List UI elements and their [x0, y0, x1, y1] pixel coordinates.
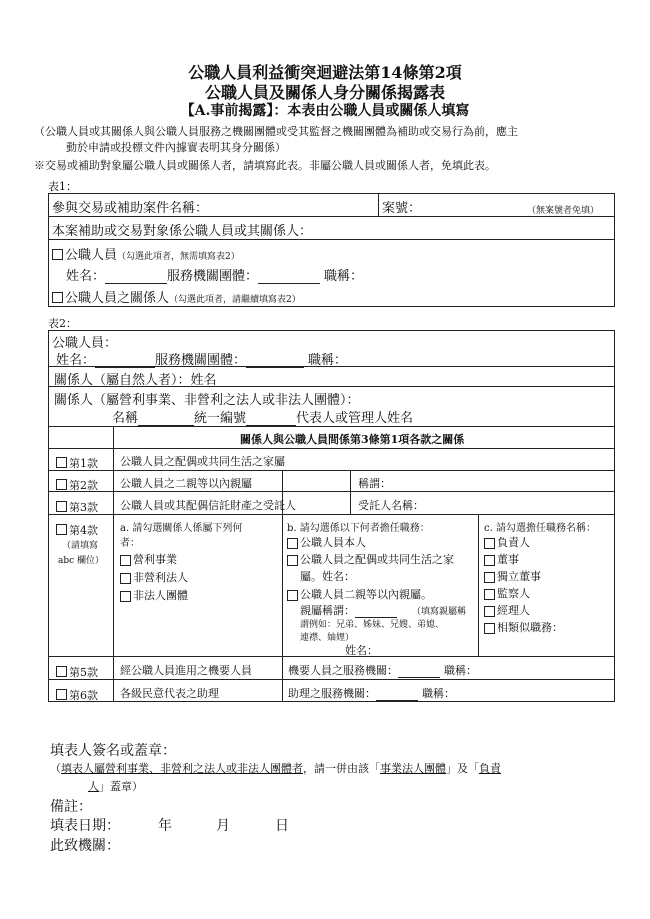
note-part: 」及「: [446, 762, 479, 775]
name-label: 姓名：: [56, 353, 96, 368]
signature-note-2: [88, 778, 143, 794]
name-field[interactable]: [95, 367, 155, 368]
col-c-opt-5[interactable]: [484, 602, 530, 618]
item-6-agency-label: 助理之服務機關：: [288, 687, 376, 700]
col-a-opt-3[interactable]: [120, 587, 188, 603]
item-5-agency-label: 機要人員之服務機關：: [288, 664, 398, 677]
col-c-opt-4-label: 監察人: [497, 587, 530, 600]
col-c-opt-5-label: 經理人: [497, 604, 530, 617]
divider: [48, 656, 615, 657]
org-row: [112, 407, 413, 426]
col-c-opt-2[interactable]: [484, 551, 519, 567]
item-6-agency-field[interactable]: [376, 700, 418, 701]
org-id-label: 統一編號: [194, 411, 247, 426]
divider: [48, 426, 615, 427]
subject-label: 本案補助或交易對象係公職人員或其關係人：: [52, 224, 313, 239]
t1-name-row: [66, 265, 363, 284]
item-1-desc: 公職人員之配偶或共同生活之家屬: [120, 455, 285, 468]
col-b-kin-name: 姓名：: [345, 644, 378, 657]
opt-official-label: 公職人員: [65, 248, 118, 263]
col-a-opt-1-label: 營利事業: [133, 553, 177, 566]
case-no-note: （無案號者免填）: [527, 206, 600, 216]
instruction-line-2: 動於申請或投標文件內據實表明其身分關係）: [66, 141, 286, 154]
title-label: 職稱：: [308, 353, 348, 368]
opt-official[interactable]: [52, 244, 240, 263]
item-2-relation: 稱謂：: [358, 477, 391, 490]
note-part: ，請一併由該「: [303, 762, 380, 775]
checkbox-icon[interactable]: [120, 555, 131, 566]
title-label: 職稱：: [324, 269, 364, 284]
org-name-label: 名稱: [112, 411, 139, 426]
col-c-opt-6[interactable]: [484, 619, 563, 635]
opt-relative-note: （勾選此項者，請繼續填寫表2）: [169, 295, 301, 305]
item-3-desc: 公職人員或其配偶信託財產之受託人: [120, 499, 296, 512]
item-6-title-label: 職稱：: [422, 687, 455, 700]
form-title-section: [0, 100, 650, 120]
signature-note-1: [50, 760, 501, 776]
checkbox-icon[interactable]: [56, 689, 67, 700]
date-label: 填表日期：: [50, 818, 120, 834]
col-c-opt-6-label: 相類似職務：: [497, 621, 563, 634]
opt-relative-label: 公職人員之關係人: [65, 291, 170, 306]
divider: [350, 470, 351, 514]
divider: [478, 514, 479, 656]
divider: [48, 470, 615, 471]
divider: [378, 193, 379, 216]
col-c-opt-4[interactable]: [484, 585, 530, 601]
checkbox-icon[interactable]: [484, 606, 495, 617]
note-part: （: [50, 762, 61, 775]
checkbox-icon[interactable]: [52, 292, 63, 303]
col-a-head-1: a. 請勾選關係人係屬下列何: [120, 523, 243, 534]
date-month: 月: [216, 818, 230, 834]
agency-field[interactable]: [258, 283, 320, 284]
checkbox-icon[interactable]: [52, 249, 63, 260]
col-c-opt-3[interactable]: [484, 568, 541, 584]
col-c-head: c. 請勾選擔任職務名稱：: [484, 523, 596, 534]
date-year: 年: [158, 818, 172, 834]
item-5-desc: 經公職人員進用之機要人員: [120, 664, 252, 677]
col-b-kin-row: [300, 602, 397, 618]
checkbox-icon[interactable]: [56, 479, 67, 490]
item-1-label: 第1款: [69, 457, 98, 470]
kin-title-label: 親屬稱謂：: [300, 604, 355, 617]
form-title-main: 公職人員及關係人身分關係揭露表: [204, 83, 445, 102]
col-c-opt-1[interactable]: [484, 534, 530, 550]
item-4-note-2: abc 欄位）: [58, 556, 105, 566]
item-6-desc: 各級民意代表之助理: [120, 687, 219, 700]
agency-label: 服務機關團體：: [167, 269, 259, 284]
item-4-label: 第4款: [69, 524, 98, 537]
checkbox-icon[interactable]: [287, 555, 298, 566]
item-4[interactable]: [56, 519, 98, 538]
case-name-label: 參與交易或補助案件名稱：: [52, 201, 209, 216]
note-part: 事業法人團體: [380, 762, 446, 775]
checkbox-icon[interactable]: [56, 457, 67, 468]
org-name-field[interactable]: [138, 425, 194, 426]
remark-label: 備註：: [50, 799, 92, 815]
agency-label: 服務機關團體：: [155, 353, 247, 368]
col-b-opt-1-label: 公職人員本人: [300, 536, 366, 549]
col-a-opt-3-label: 非法人團體: [133, 589, 188, 602]
item-6-agency-row: [288, 685, 455, 701]
item-4-note-1: （請填寫: [62, 541, 99, 551]
checkbox-icon[interactable]: [120, 573, 131, 584]
col-b-opt-2-name: 屬。姓名：: [300, 570, 355, 583]
t2-name-row: [56, 349, 347, 368]
item-5-title-label: 職稱：: [444, 664, 477, 677]
org-id-field[interactable]: [246, 425, 296, 426]
checkbox-icon[interactable]: [484, 623, 495, 634]
name-label: 姓名：: [66, 269, 106, 284]
checkbox-icon[interactable]: [484, 538, 495, 549]
col-b-note-1: （填寫親屬稱: [412, 607, 467, 617]
note-part: 負責: [479, 762, 501, 775]
form-title-law: 公職人員利益衝突迴避法第14條第2項: [188, 63, 462, 82]
col-b-opt-3-label: 公職人員二親等以內親屬。: [300, 588, 432, 601]
opt-official-note: （勾選此項者，無需填寫表2）: [117, 252, 240, 262]
col-a-opt-1[interactable]: [120, 551, 177, 567]
col-c-opt-1-label: 負責人: [497, 536, 530, 549]
divider: [48, 514, 615, 515]
agency-field[interactable]: [246, 367, 304, 368]
opt-relative[interactable]: [52, 287, 301, 306]
item-6-label: 第6款: [69, 689, 98, 702]
col-b-opt-2[interactable]: [287, 551, 454, 567]
divider: [48, 239, 615, 240]
instruction-line-1: （公職人員或其關係人與公職人員服務之機關團體或受其監督之機關團體為補助或交易行為前，應主: [34, 125, 518, 138]
org-label: 關係人（屬營利事業、非營利之法人或非法人團體）：: [54, 393, 360, 408]
item-3[interactable]: [56, 496, 98, 515]
col-b-opt-2-label: 公職人員之配偶或共同生活之家: [300, 553, 454, 566]
item-2-label: 第2款: [69, 479, 98, 492]
instruction-note: ※交易或補助對象屬公職人員或關係人者，請填寫此表。非屬公職人員或關係人者，免填此表。: [34, 159, 496, 172]
col-b-note-2: 謂例如：兄弟、姊妹、兄嫂、弟媳、: [300, 620, 445, 630]
note-part: 」蓋章）: [99, 780, 143, 793]
date-day: 日: [275, 818, 289, 834]
checkbox-icon[interactable]: [484, 589, 495, 600]
checkbox-icon[interactable]: [56, 501, 67, 512]
checkbox-icon[interactable]: [56, 666, 67, 677]
note-part: 人: [88, 780, 99, 793]
relation-header: 關係人與公職人員間係第3條第1項各款之關係: [240, 433, 465, 446]
col-b-opt-1[interactable]: [287, 534, 366, 550]
divider: [48, 679, 615, 680]
checkbox-icon[interactable]: [484, 572, 495, 583]
section-tag: 【A.事前揭露】: [180, 103, 274, 119]
checkbox-icon[interactable]: [120, 591, 131, 602]
item-1[interactable]: [56, 452, 98, 471]
natural-person-label: 關係人（屬自然人者）：姓名: [54, 373, 217, 388]
col-b-opt-3[interactable]: [287, 586, 432, 602]
col-a-opt-2-label: 非營利法人: [133, 571, 188, 584]
item-5-agency-row: [288, 662, 477, 678]
col-c-opt-3-label: 獨立董事: [497, 570, 541, 583]
col-a-head-2: 者：: [120, 538, 140, 549]
item-5[interactable]: [56, 661, 98, 680]
t2-official-label: 公職人員：: [52, 336, 118, 351]
checkbox-icon[interactable]: [287, 590, 298, 601]
checkbox-icon[interactable]: [287, 538, 298, 549]
table1-label: 表1：: [48, 180, 77, 193]
item-2[interactable]: [56, 474, 98, 493]
col-b-note-3: 連襟、妯娌）: [300, 633, 355, 643]
divider: [113, 426, 114, 702]
case-no-label: 案號：: [382, 201, 422, 216]
col-a-opt-2[interactable]: [120, 569, 188, 585]
col-c-opt-2-label: 董事: [497, 553, 519, 566]
section-desc: ：本表由公職人員或關係人填寫: [273, 103, 470, 119]
signature-label: 填表人簽名或蓋章：: [50, 743, 176, 759]
item-2-desc: 公職人員之二親等以內親屬: [120, 477, 252, 490]
org-rep-label: 代表人或管理人姓名: [296, 411, 414, 426]
item-3-trustee: 受託人名稱：: [358, 499, 424, 512]
addressee-label: 此致機關：: [50, 838, 120, 854]
item-6[interactable]: [56, 684, 98, 703]
note-part: 填表人屬營利事業、非營利之法人或非法人團體者: [61, 762, 303, 775]
checkbox-icon[interactable]: [56, 524, 67, 535]
item-3-label: 第3款: [69, 501, 98, 514]
item-5-label: 第5款: [69, 666, 98, 679]
table2-label: 表2：: [48, 317, 77, 330]
item-5-agency-field[interactable]: [398, 677, 440, 678]
col-b-head: b. 請勾選係以下何者擔任職務：: [287, 523, 430, 534]
divider: [48, 448, 615, 449]
checkbox-icon[interactable]: [484, 555, 495, 566]
divider: [48, 491, 615, 492]
name-field[interactable]: [105, 283, 167, 284]
divider: [48, 216, 615, 217]
